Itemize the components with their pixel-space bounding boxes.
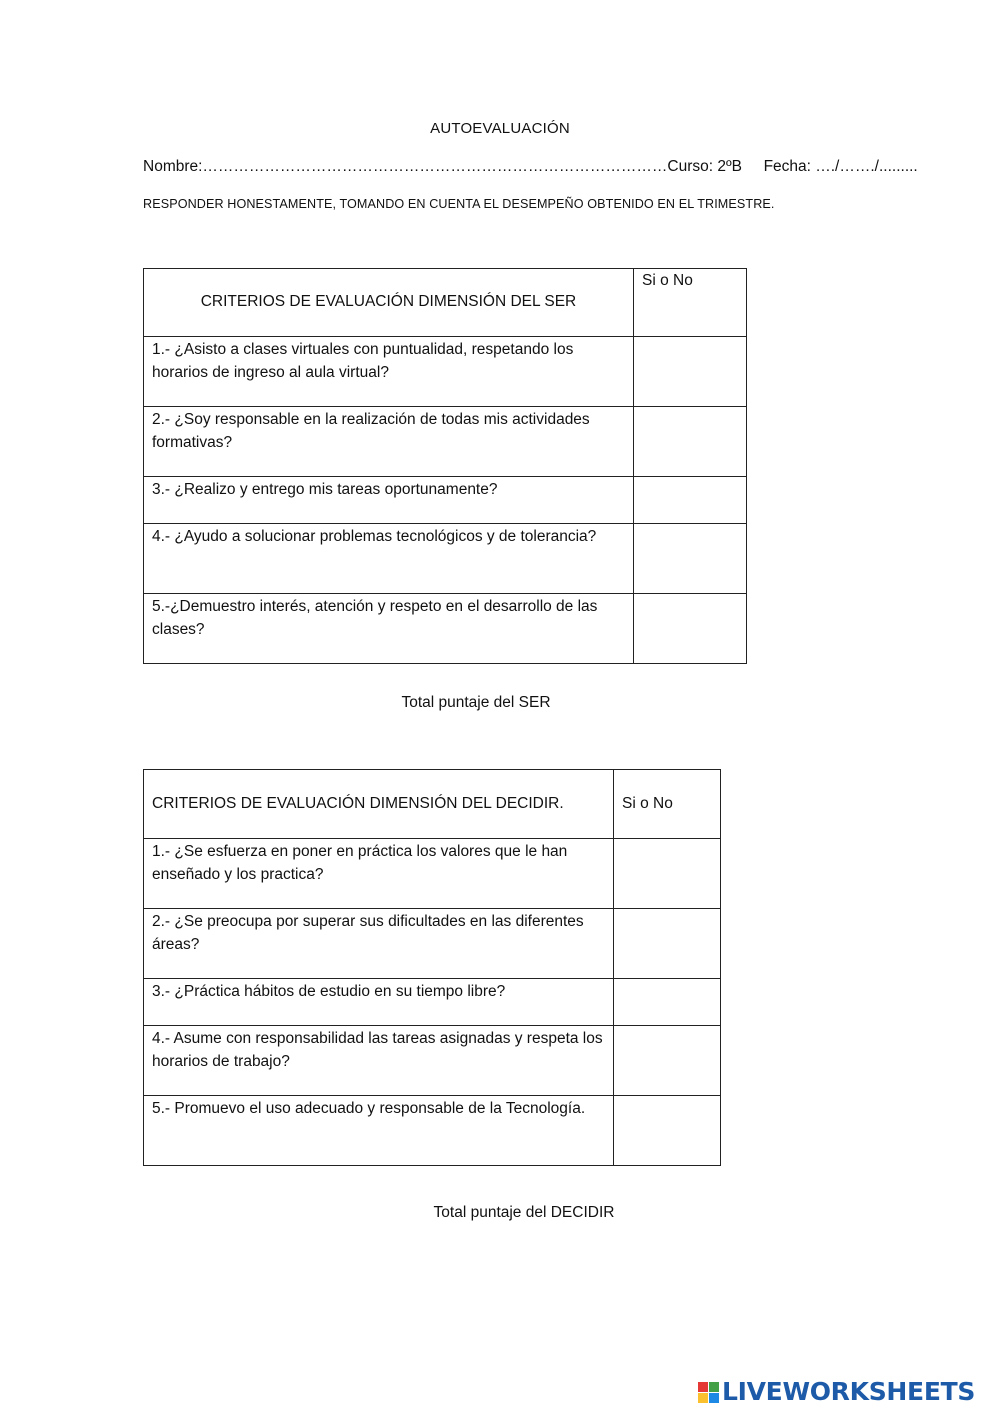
table-row (144, 1096, 721, 1166)
total-score-decidir: Total puntaje del DECIDIR (433, 1204, 615, 1221)
answer-cell[interactable] (634, 337, 747, 407)
criterion-text: 1.- ¿Asisto a clases virtuales con puntualidad, respetando los horarios de ingreso al aula virtual? (144, 337, 634, 407)
brand-name: LIVEWORKSHEETS (722, 1377, 976, 1406)
table-row (144, 979, 721, 1026)
criterion-text: 2.- ¿Se preocupa por superar sus dificultades en las diferentes áreas? (144, 909, 614, 979)
criterion-text: 3.- ¿Realizo y entrego mis tareas oportunamente? (144, 477, 634, 524)
student-info-line (143, 158, 918, 176)
date-label: Fecha: …./……./......... (763, 158, 918, 175)
criteria-header: CRITERIOS DE EVALUACIÓN DIMENSIÓN DEL DECIDIR. (144, 770, 614, 839)
answer-cell[interactable] (634, 594, 747, 664)
answer-header: Si o No (614, 770, 721, 839)
table-row (144, 407, 747, 477)
liveworksheets-logo (698, 1378, 975, 1406)
table-row (144, 1026, 721, 1096)
criteria-header: CRITERIOS DE EVALUACIÓN DIMENSIÓN DEL SER (144, 269, 634, 337)
logo-square (698, 1393, 708, 1403)
table-row (144, 909, 721, 979)
table-row (144, 594, 747, 664)
logo-square (709, 1393, 719, 1403)
criterion-text: 4.- Asume con responsabilidad las tareas asignadas y respeta los horarios de trabajo? (144, 1026, 614, 1096)
answer-cell[interactable] (634, 407, 747, 477)
criterion-text: 4.- ¿Ayudo a solucionar problemas tecnológicos y de tolerancia? (144, 524, 634, 594)
answer-cell[interactable] (614, 839, 721, 909)
criterion-text: 5.- Promuevo el uso adecuado y responsable de la Tecnología. (144, 1096, 614, 1166)
logo-square (709, 1382, 719, 1392)
criterion-text: 2.- ¿Soy responsable en la realización de todas mis actividades formativas? (144, 407, 634, 477)
criterion-text: 3.- ¿Práctica hábitos de estudio en su tiempo libre? (144, 979, 614, 1026)
table-row (144, 839, 721, 909)
table-row (144, 477, 747, 524)
name-course-label: Nombre:………………………………………………………………………………Curso: 2ºB (143, 158, 743, 175)
table-header-row (144, 269, 747, 337)
total-score-ser: Total puntaje del SER (401, 694, 551, 711)
answer-cell[interactable] (614, 1096, 721, 1166)
table-row (144, 337, 747, 407)
logo-grid-icon (698, 1382, 719, 1403)
instructions: RESPONDER HONESTAMENTE, TOMANDO EN CUENTA EL DESEMPEÑO OBTENIDO EN EL TRIMESTRE. (143, 197, 775, 211)
criterion-text: 5.-¿Demuestro interés, atención y respeto en el desarrollo de las clases? (144, 594, 634, 664)
logo-square (698, 1382, 708, 1392)
table-row (144, 524, 747, 594)
answer-cell[interactable] (614, 1026, 721, 1096)
answer-cell[interactable] (634, 524, 747, 594)
answer-cell[interactable] (614, 979, 721, 1026)
criteria-table-ser (143, 268, 747, 664)
answer-cell[interactable] (614, 909, 721, 979)
page-title: AUTOEVALUACIÓN (430, 120, 570, 137)
table-header-row (144, 770, 721, 839)
criteria-table-decidir (143, 769, 721, 1166)
criterion-text: 1.- ¿Se esfuerza en poner en práctica los valores que le han enseñado y los practica? (144, 839, 614, 909)
answer-header: Si o No (634, 269, 747, 337)
answer-cell[interactable] (634, 477, 747, 524)
